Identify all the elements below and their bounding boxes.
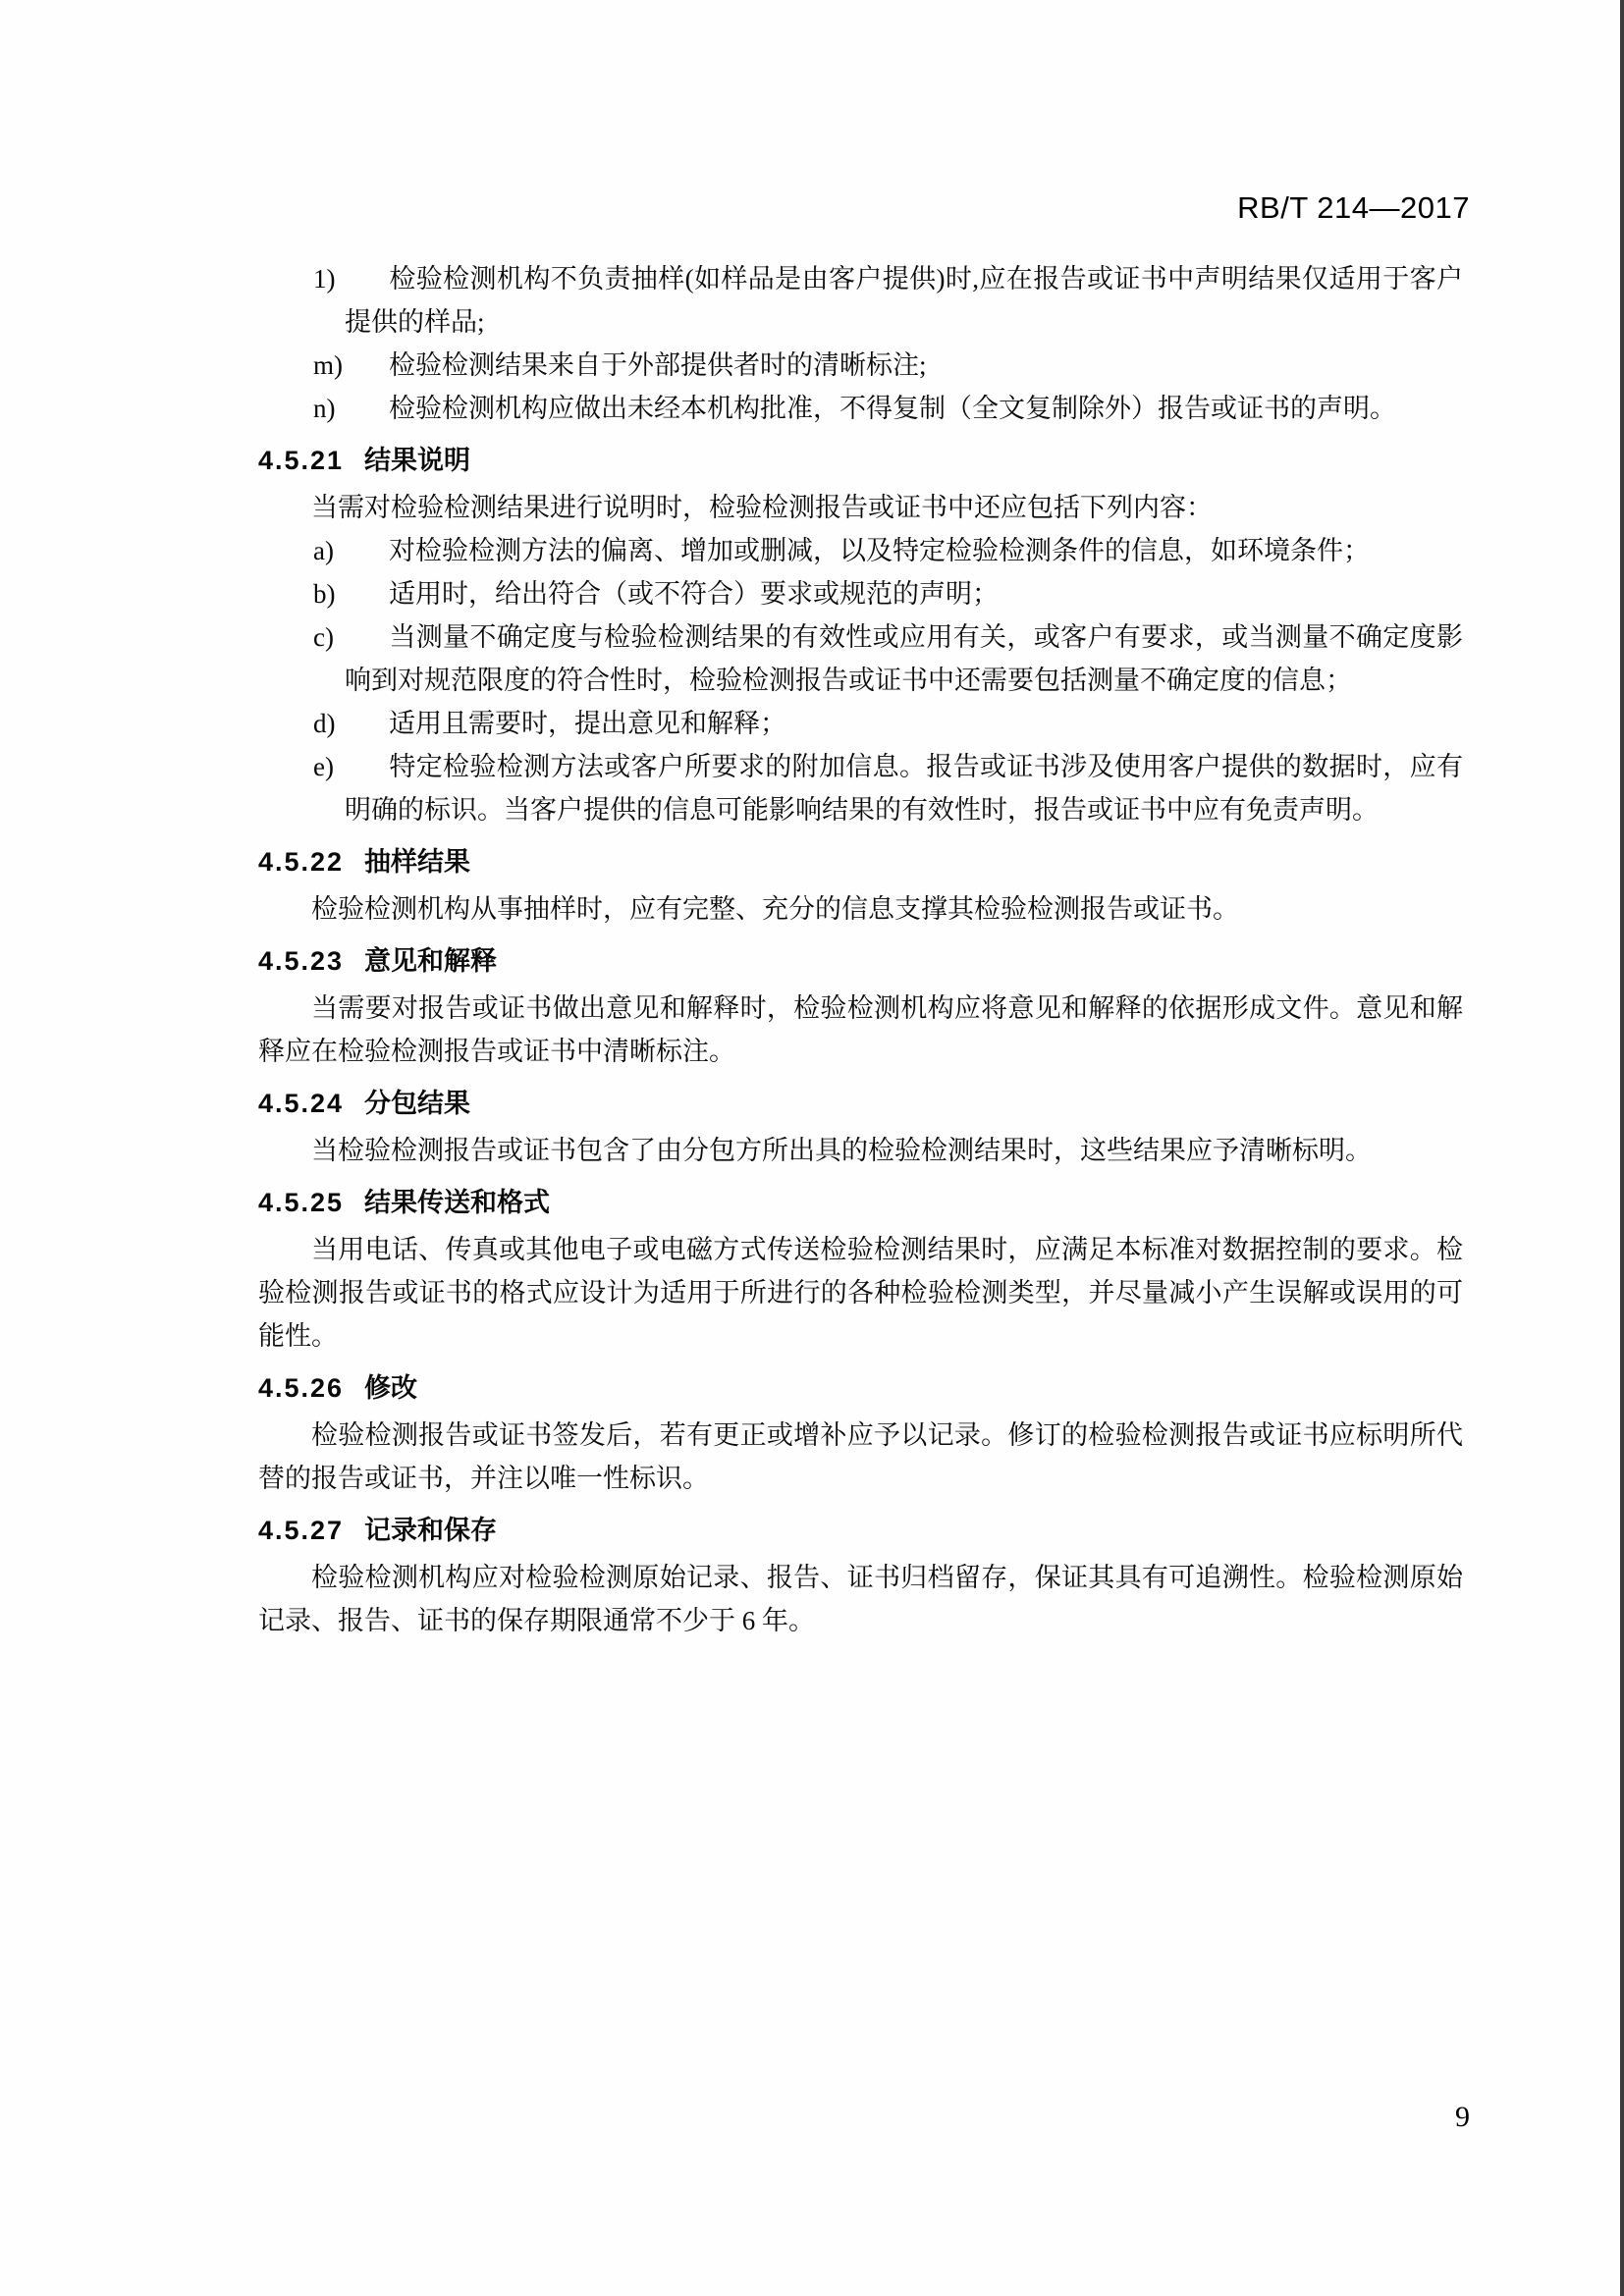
list-item-label: e)	[313, 752, 334, 781]
list-item-label: c)	[313, 622, 334, 652]
list-item-label: d)	[313, 709, 336, 738]
paragraph: 检验检测机构从事抽样时，应有完整、充分的信息支撑其检验检测报告或证书。	[311, 894, 1239, 924]
page-number: 9	[1455, 2101, 1470, 2133]
list-item	[258, 257, 1463, 344]
list-item-text: 特定检验检测方法或客户所要求的附加信息。报告或证书涉及使用客户提供的数据时，应有明确的标识。当客户提供的信息可能影响结果的有效性时，报告或证书中应有免责声明。	[345, 752, 1463, 825]
doc-code-header: RB/T 214—2017	[1237, 190, 1470, 225]
section-heading	[258, 1509, 1463, 1552]
section-number: 4.5.22	[258, 847, 345, 877]
paragraph: 当需要对报告或证书做出意见和解释时，检验检测机构应将意见和解释的依据形成文件。意见和解释应在检验检测报告或证书中清晰标注。	[258, 993, 1463, 1066]
section-title: 结果说明	[364, 446, 470, 475]
paragraph: 检验检测报告或证书签发后，若有更正或增补应予以记录。修订的检验检测报告或证书应标明所代替的报告或证书，并注以唯一性标识。	[258, 1420, 1463, 1493]
section-title: 记录和保存	[364, 1516, 497, 1545]
section-number: 4.5.24	[258, 1089, 345, 1118]
list-item-text: 当测量不确定度与检验检测结果的有效性或应用有关，或客户有要求，或当测量不确定度影响到对规范限度的符合性时，检验检测报告或证书中还需要包括测量不确定度的信息；	[345, 622, 1463, 695]
section-heading	[258, 439, 1463, 482]
list-item-label: a)	[313, 536, 334, 565]
list-item-text: 检验检测机构应做出未经本机构批准，不得复制（全文复制除外）报告或证书的声明。	[389, 394, 1396, 423]
scan-edge-artifact	[1620, 0, 1624, 2296]
list-item	[258, 745, 1463, 831]
section-title: 意见和解释	[364, 946, 497, 976]
section-heading	[258, 840, 1463, 883]
paragraph: 当用电话、传真或其他电子或电磁方式传送检验检测结果时，应满足本标准对数据控制的要求。检验检测报告或证书的格式应设计为适用于所进行的各种检验检测类型，并尽量减小产生误解或误用的可能性。	[258, 1235, 1463, 1351]
section-title: 抽样结果	[364, 847, 470, 877]
list-item-label: n)	[313, 394, 336, 423]
list-item-text: 检验检测机构不负责抽样(如样品是由客户提供)时,应在报告或证书中声明结果仅适用于客户提供的样品;	[345, 264, 1463, 337]
list-item	[258, 529, 1463, 572]
section-heading	[258, 1082, 1463, 1125]
section-heading	[258, 1181, 1463, 1224]
section-number: 4.5.27	[258, 1516, 345, 1545]
section-title: 修改	[364, 1373, 417, 1403]
list-item-label: m)	[313, 350, 343, 380]
list-item	[258, 615, 1463, 702]
section-title: 分包结果	[364, 1089, 470, 1118]
list-item-text: 检验检测结果来自于外部提供者时的清晰标注;	[389, 350, 927, 380]
list-item	[258, 702, 1463, 745]
paragraph: 检验检测机构应对检验检测原始记录、报告、证书归档留存，保证其具有可追溯性。检验检测原始记录、报告、证书的保存期限通常不少于 6 年。	[258, 1563, 1463, 1635]
list-item	[258, 387, 1463, 430]
list-item-text: 对检验检测方法的偏离、增加或删减，以及特定检验检测条件的信息，如环境条件；	[389, 536, 1370, 565]
list-item-label: 1)	[313, 264, 336, 294]
section-number: 4.5.26	[258, 1373, 345, 1403]
section-heading	[258, 1366, 1463, 1410]
section-number: 4.5.25	[258, 1188, 345, 1217]
page-content	[258, 257, 1463, 1642]
section-title: 结果传送和格式	[364, 1188, 550, 1217]
section-heading	[258, 939, 1463, 983]
list-item-label: b)	[313, 579, 336, 609]
list-item-text: 适用时，给出符合（或不符合）要求或规范的声明；	[389, 579, 999, 609]
list-item	[258, 572, 1463, 615]
list-item-text: 适用且需要时，提出意见和解释；	[389, 709, 786, 738]
paragraph: 当需对检验检测结果进行说明时，检验检测报告或证书中还应包括下列内容：	[311, 493, 1213, 522]
paragraph: 当检验检测报告或证书包含了由分包方所出具的检验检测结果时，这些结果应予清晰标明。	[311, 1136, 1372, 1165]
list-item	[258, 344, 1463, 387]
section-number: 4.5.23	[258, 946, 345, 976]
section-number: 4.5.21	[258, 446, 345, 475]
